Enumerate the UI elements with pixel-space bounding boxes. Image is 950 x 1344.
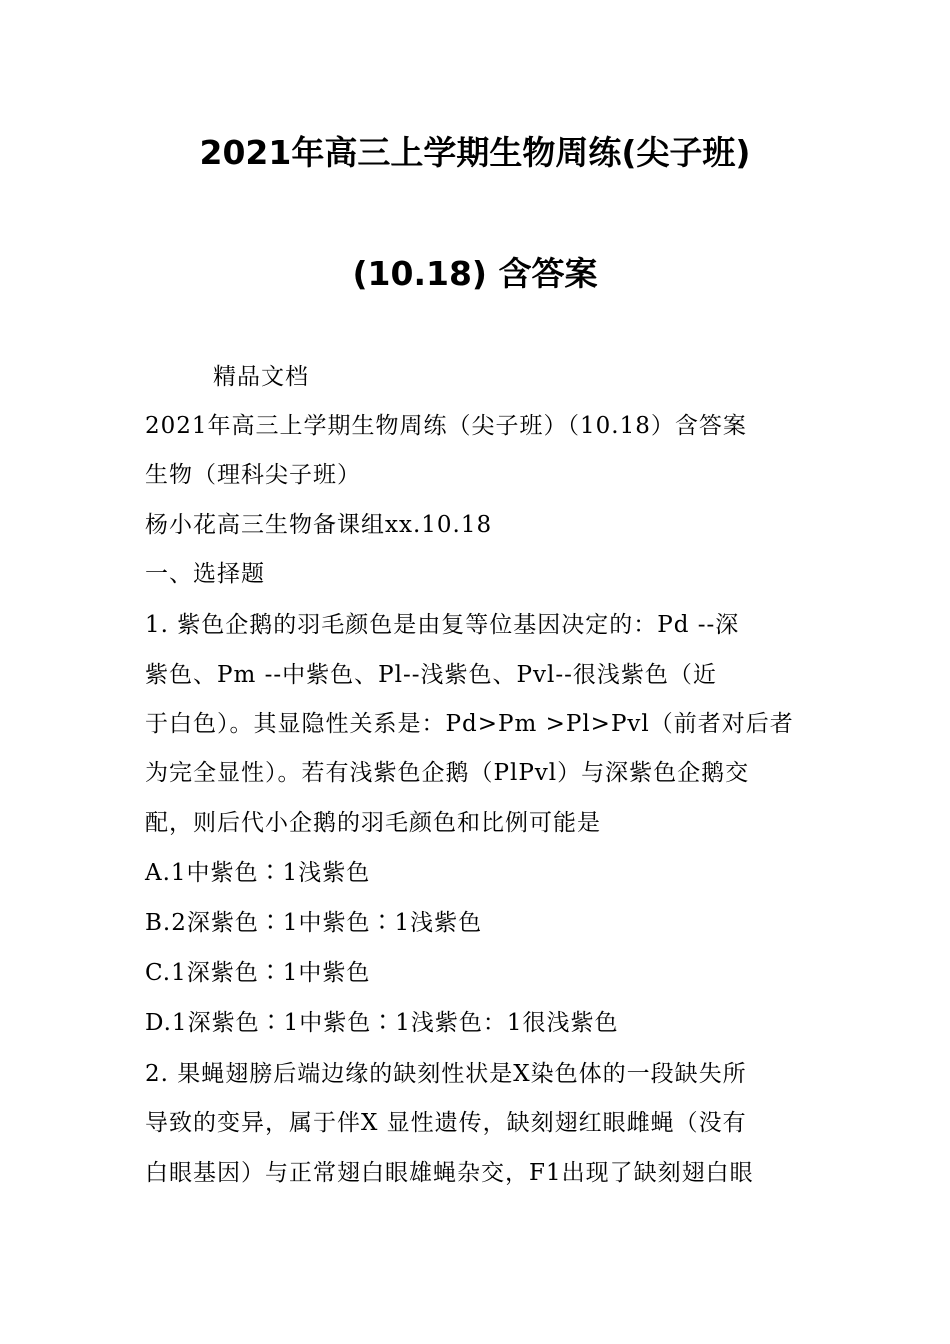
question-1-line: 1. 紫色企鹅的羽毛颜色是由复等位基因决定的：Pd --深 <box>145 612 740 638</box>
subject-text: 生物（理科尖子班） <box>145 462 361 488</box>
question-1-option-a: A.1中紫色∶1浅紫色 <box>145 860 371 886</box>
doc-title-text: 2021年高三上学期生物周练（尖子班）（10.18）含答案 <box>145 413 747 439</box>
question-1-line: 紫色、Pm --中紫色、Pl--浅紫色、Pvl--很浅紫色（近 <box>145 662 717 688</box>
group-text: 杨小花高三生物备课组xx.10.18 <box>145 512 493 538</box>
question-1-line: 为完全显性）。若有浅紫色企鹅（PlPvl）与深紫色企鹅交 <box>145 760 750 786</box>
question-1-option-c: C.1深紫色∶1中紫色 <box>145 960 371 986</box>
question-2-line: 导致的变异，属于伴X 显性遗传，缺刻翅红眼雌蝇（没有 <box>145 1110 747 1136</box>
question-2-line: 2. 果蝇翅膀后端边缘的缺刻性状是X染色体的一段缺失所 <box>145 1061 747 1087</box>
watermark-text: 精品文档 <box>213 364 309 390</box>
document-title-line-1: 2021年高三上学期生物周练(尖子班) <box>199 133 751 172</box>
section-heading: 一、选择题 <box>145 561 265 587</box>
question-2-line: 白眼基因）与正常翅白眼雄蝇杂交，F1出现了缺刻翅白眼 <box>145 1160 754 1186</box>
question-1-option-b: B.2深紫色∶1中紫色∶1浅紫色 <box>145 910 483 936</box>
question-1-option-d: D.1深紫色∶1中紫色∶1浅紫色：1很浅紫色 <box>145 1010 619 1036</box>
question-1-line: 于白色）。其显隐性关系是：Pd>Pm >Pl>Pvl（前者对后者 <box>145 711 794 737</box>
question-1-line: 配，则后代小企鹅的羽毛颜色和比例可能是 <box>145 810 601 836</box>
document-title-line-2: (10.18) 含答案 <box>352 254 598 293</box>
